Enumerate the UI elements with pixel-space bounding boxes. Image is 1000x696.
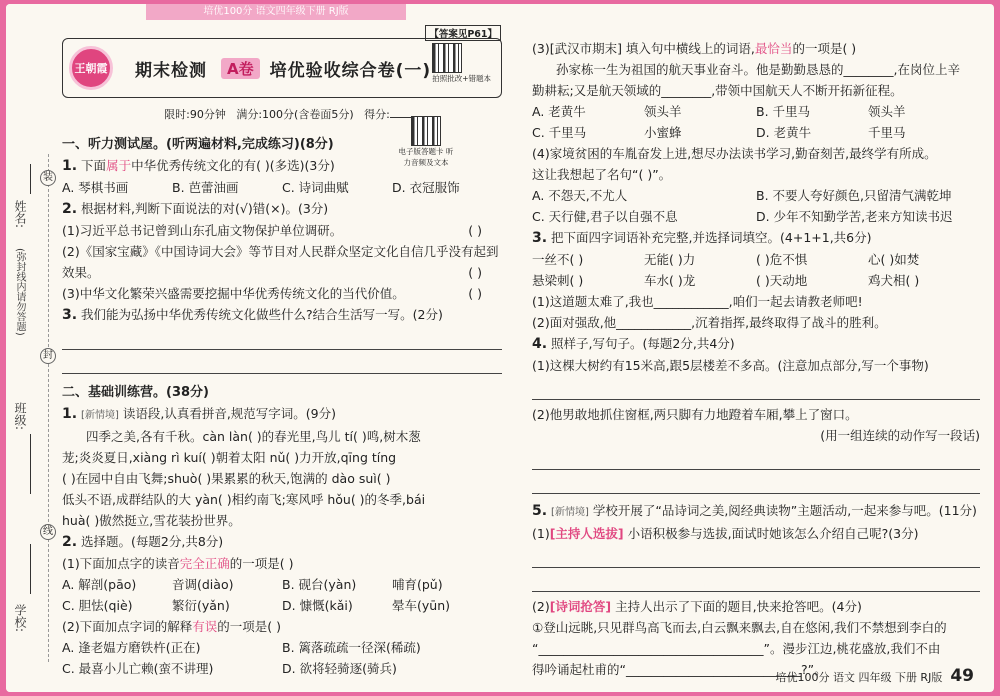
- page-number: 49: [950, 666, 974, 686]
- s1-q1: 1. 下面属于中华优秀传统文化的有( )(多选)(3分): [62, 158, 335, 174]
- seal-char-1: 装: [40, 170, 56, 186]
- answer-line[interactable]: [532, 544, 980, 568]
- exam-meta: 限时:90分钟 满分:100分(含卷面5分) 得分:: [102, 106, 502, 122]
- right-column: [532, 38, 980, 680]
- r-p4: (4)家境贫困的车胤奋发上进,想尽办法读书学习,勤奋刻苦,最终学有所成。: [532, 146, 937, 161]
- qr-code-icon: [432, 43, 462, 73]
- r-p3-options: C. 千里马 小蜜蜂 D. 老黄牛 千里马: [532, 125, 906, 140]
- s1-q2-item: (1)习近平总书记曾到山东孔庙文物保护单位调研。 ( ): [62, 223, 482, 238]
- s1-q1-options: A. 琴棋书画 B. 芭蕾油画 C. 诗词曲赋 D. 衣冠服饰: [62, 180, 460, 195]
- name-label: 姓名:: [13, 200, 27, 229]
- s1-q2-item: (2)《国家宝藏》《中国诗词大会》等节目对人民群众坚定文化自信几乎没有起到: [62, 244, 499, 259]
- r-q4-s1: (1)这棵大树约有15米高,跟5层楼差不多高。(注意加点部分,写一个事物): [532, 358, 929, 373]
- r-q3: 3. 把下面四字词语补充完整,并选择词填空。(4+1+1,共6分): [532, 230, 872, 246]
- qr-code[interactable]: 拍照批改+错题本: [432, 43, 491, 84]
- r-q3-fill[interactable]: (2)面对强敌,他____________,沉着指挥,最终取得了战斗的胜利。: [532, 315, 887, 330]
- r-q4-s2-note: (用一组连续的动作写一段话): [820, 428, 980, 443]
- r-p3: (3)[武汉市期末] 填入句中横线上的词语,最恰当的一项是( ): [532, 41, 857, 56]
- answer-line[interactable]: [532, 470, 980, 494]
- page-footer: 培优100分 语文 四年级 下册 RJ版 49: [775, 666, 974, 686]
- s2-q1-line: huà( )傲然挺立,雪花装扮世界。: [62, 513, 241, 528]
- s2-q2: 2. 选择题。(每题2分,共8分): [62, 534, 224, 550]
- answer-line[interactable]: [62, 326, 502, 350]
- s2-q1-line: ( )在园中自由飞舞;shuò( )果累累的秋天,饱满的 dào suì( ): [62, 471, 391, 486]
- r-p4: 这让我想起了名句“( )”。: [532, 167, 672, 182]
- binding-strip: [6, 4, 58, 692]
- answer-line[interactable]: [532, 446, 980, 470]
- answer-ref: 【答案见P61】: [425, 25, 501, 41]
- s2-q2-p1-options: A. 解剖(pāo) 音调(diào) B. 砚台(yàn) 哺育(pǔ): [62, 577, 443, 592]
- r-q4: 4. 照样子,写句子。(每题2分,共4分): [532, 336, 735, 352]
- r-q5-p2-line[interactable]: 得吟诵起杜甫的“____________________________?”。: [532, 662, 827, 677]
- r-q5-p2-line: ①登山远眺,只见群鸟高飞而去,白云飘来飘去,自在悠闲,我们不禁想到李白的: [532, 620, 947, 635]
- s2-q2-p2: (2)下面加点字词的解释有误的一项是( ): [62, 619, 281, 634]
- r-p3-text: 孙家栋一生为祖国的航天事业奋斗。他是勤勤恳恳的________,在岗位上辛: [556, 62, 960, 77]
- qr-code-icon: [411, 116, 441, 146]
- r-q3-fill[interactable]: (1)这道题太难了,我也____________,咱们一起去请教老师吧!: [532, 294, 863, 309]
- answer-line[interactable]: [532, 568, 980, 592]
- idiom-row: 悬梁刺( ) 车水( )龙 ( )天动地 鸡犬相( ): [532, 273, 920, 288]
- answer-line[interactable]: [532, 376, 980, 400]
- r-q5-p1: (1)[主持人选拔] 小语积极参与选拔,面试时她该怎么介绍自己呢?(3分): [532, 526, 919, 541]
- listening-qr[interactable]: 电子版答题卡 听力音频及文本: [396, 116, 456, 168]
- s2-q1-line: 低头不语,成群结队的大 yàn( )相约南飞;寒风呼 hǒu( )的冬季,bái: [62, 492, 426, 507]
- s2-q1-line: 四季之美,各有千秋。càn làn( )的春光里,鸟儿 tí( )鸣,树木葱: [86, 429, 421, 444]
- seal-char-2: 封: [40, 348, 56, 364]
- r-p3-options: A. 老黄牛 领头羊 B. 千里马 领头羊: [532, 104, 906, 119]
- section1-title: 一、听力测试屋。(听两遍材料,完成练习)(8分): [62, 137, 334, 152]
- class-label: 班级:: [13, 402, 27, 431]
- exam-page: [6, 4, 994, 692]
- s2-q1: 1. [新情境] 读语段,认真看拼音,规范写字词。(9分): [62, 406, 336, 422]
- s2-q2-p1-options: C. 胆怯(qiè) 繁衍(yǎn) D. 慷慨(kǎi) 晕车(yūn): [62, 598, 450, 613]
- r-p4-options: C. 天行健,君子以自强不息 D. 少年不知勤学苦,老来方知读书迟: [532, 209, 953, 224]
- school-label: 学校:: [13, 604, 27, 633]
- header-title-1: 期末检测: [135, 60, 207, 81]
- s2-q2-p1: (1)下面加点字的读音完全正确的一项是( ): [62, 556, 294, 571]
- r-q5: 5. [新情境] 学校开展了“品诗词之美,阅经典读物”主题活动,一起来参与吧。(11分): [532, 503, 977, 519]
- idiom-row: 一丝不( ) 无能( )力 ( )危不惧 心( )如焚: [532, 252, 920, 267]
- s1-q2: 2. 根据材料,判断下面说法的对(√)错(×)。(3分): [62, 201, 329, 217]
- r-p3-text: 勤耕耘;又是航天领域的________,带领中国航天人不断开拓新征程。: [532, 83, 903, 98]
- s1-q3: 3. 我们能为弘扬中华优秀传统文化做些什么?结合生活写一写。(2分): [62, 307, 443, 323]
- brand-logo: 王朝霞: [69, 46, 113, 90]
- s2-q2-p2-options: A. 逢老媪方磨铁杵(正在) B. 篱落疏疏一径深(稀疏): [62, 640, 421, 655]
- s2-q1-line: 茏;炎炎夏日,xiàng rì kuí( )朝着太阳 nǔ( )力开放,qīng tíng: [62, 450, 397, 465]
- s2-q2-p2-options: C. 最喜小儿亡赖(蛮不讲理) D. 欲将轻骑逐(骑兵): [62, 661, 397, 676]
- seal-note: (弥封线内请勿答题): [14, 248, 25, 336]
- r-q5-p2-line[interactable]: “____________________________________”。漫步江边,桃花盛放,我们不由: [532, 641, 941, 656]
- r-p4-options: A. 不怨天,不尤人 B. 不要人夸好颜色,只留清气满乾坤: [532, 188, 952, 203]
- seal-char-3: 线: [40, 524, 56, 540]
- answer-line[interactable]: [62, 350, 502, 374]
- exam-header: [62, 29, 502, 98]
- volume-badge: A卷: [221, 58, 260, 79]
- header-title-2: 培优验收综合卷(一): [269, 60, 432, 81]
- s1-q2-item: 效果。 ( ): [62, 265, 482, 280]
- top-band: 培优100分 语文四年级下册 RJ版: [146, 4, 406, 20]
- section2-title: 二、基础训练营。(38分): [62, 385, 209, 400]
- s1-q2-item: (3)中华文化繁荣兴盛需要挖掘中华优秀传统文化的当代价值。 ( ): [62, 286, 482, 301]
- r-q4-s2: (2)他男敢地抓住窗框,两只脚有力地蹬着车厢,攀上了窗口。: [532, 407, 858, 422]
- r-q5-p2: (2)[诗词抢答] 主持人出示了下面的题目,快来抢答吧。(4分): [532, 599, 862, 614]
